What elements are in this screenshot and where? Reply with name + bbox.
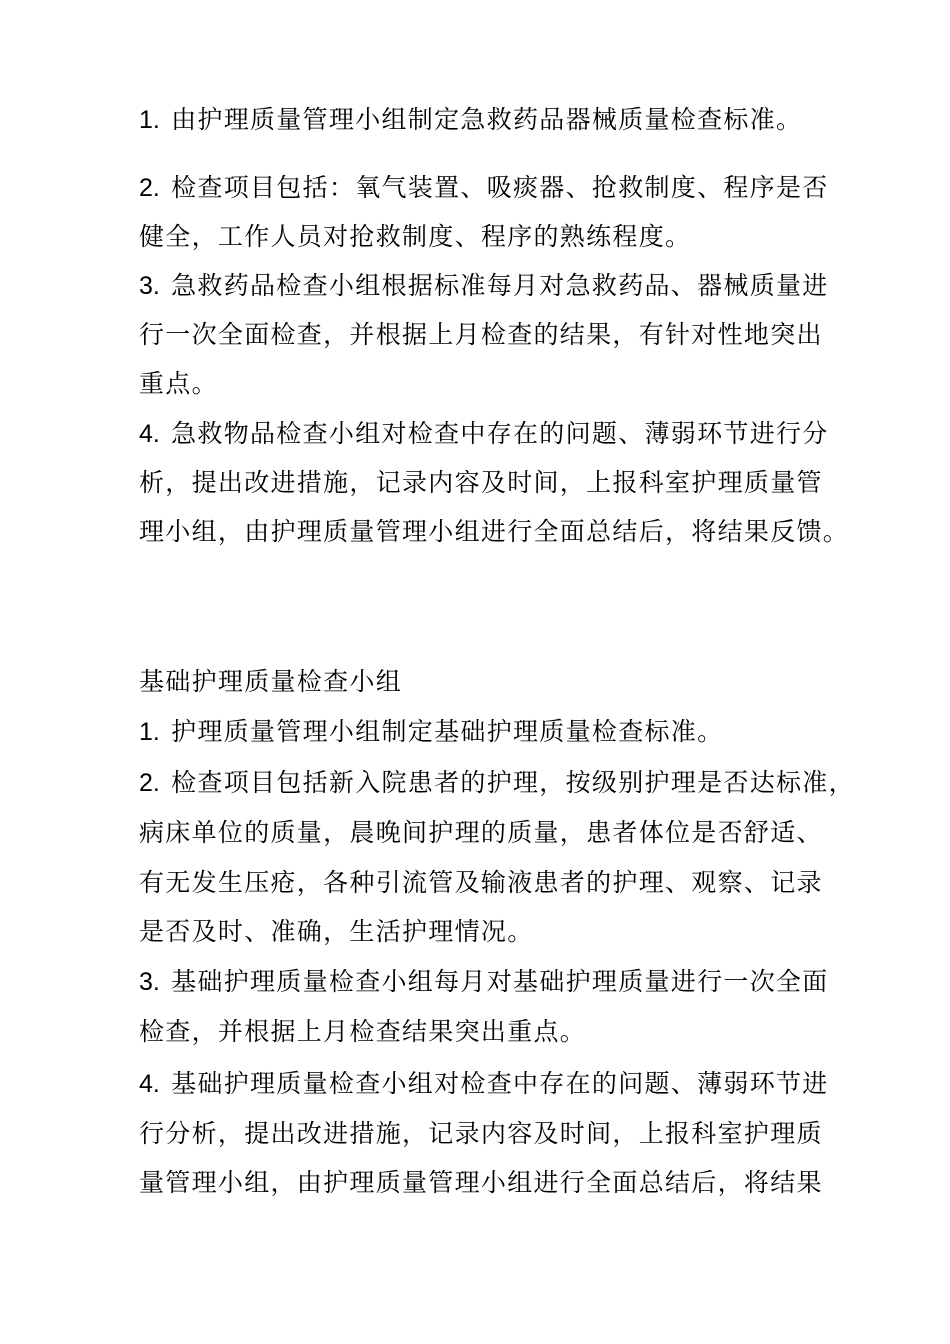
list-item-4-continued: 量管理小组，由护理质量管理小组进行全面总结后，将结果 <box>139 1168 823 1197</box>
item-number: 2. <box>139 769 160 797</box>
list-item-2 <box>139 172 829 204</box>
item-number: 2. <box>139 174 160 202</box>
item-text: 检查项目包括新入院患者的护理，按级别护理是否达标准， <box>171 768 855 797</box>
item-text: 急救物品检查小组对检查中存在的问题、薄弱环节进行分 <box>171 419 829 448</box>
item-text: 基础护理质量检查小组每月对基础护理质量进行一次全面 <box>171 967 829 996</box>
item-number: 4. <box>139 420 160 448</box>
list-item-1 <box>139 104 802 136</box>
list-item-4 <box>139 1068 829 1100</box>
list-item-2-continued: 健全，工作人员对抢救制度、程序的熟练程度。 <box>139 222 692 251</box>
item-number: 1. <box>139 718 160 746</box>
list-item-4-continued: 理小组，由护理质量管理小组进行全面总结后，将结果反馈。 <box>139 517 850 546</box>
item-number: 3. <box>139 272 160 300</box>
item-number: 1. <box>139 106 160 134</box>
list-item-1 <box>139 716 723 748</box>
item-text: 由护理质量管理小组制定急救药品器械质量检查标准。 <box>171 105 803 134</box>
list-item-4-continued: 行分析，提出改进措施，记录内容及时间，上报科室护理质 <box>139 1119 823 1148</box>
list-item-4-continued: 析，提出改进措施，记录内容及时间，上报科室护理质量管 <box>139 468 823 497</box>
list-item-3-continued: 行一次全面检查，并根据上月检查的结果，有针对性地突出 <box>139 320 823 349</box>
item-number: 4. <box>139 1070 160 1098</box>
list-item-3 <box>139 966 829 998</box>
item-text: 护理质量管理小组制定基础护理质量检查标准。 <box>171 717 724 746</box>
section-heading: 基础护理质量检查小组 <box>139 667 403 696</box>
list-item-4 <box>139 418 829 450</box>
list-item-2-continued: 是否及时、准确，生活护理情况。 <box>139 917 534 946</box>
item-text: 急救药品检查小组根据标准每月对急救药品、器械质量进 <box>171 271 829 300</box>
item-text: 基础护理质量检查小组对检查中存在的问题、薄弱环节进 <box>171 1069 829 1098</box>
list-item-3 <box>139 270 829 302</box>
list-item-3-continued: 重点。 <box>139 369 218 398</box>
item-text: 检查项目包括：氧气装置、吸痰器、抢救制度、程序是否 <box>171 173 829 202</box>
list-item-2 <box>139 767 855 799</box>
item-number: 3. <box>139 968 160 996</box>
list-item-2-continued: 病床单位的质量，晨晚间护理的质量，患者体位是否舒适、 <box>139 818 823 847</box>
list-item-2-continued: 有无发生压疮，各种引流管及输液患者的护理、观察、记录 <box>139 868 823 897</box>
list-item-3-continued: 检查，并根据上月检查结果突出重点。 <box>139 1017 587 1046</box>
